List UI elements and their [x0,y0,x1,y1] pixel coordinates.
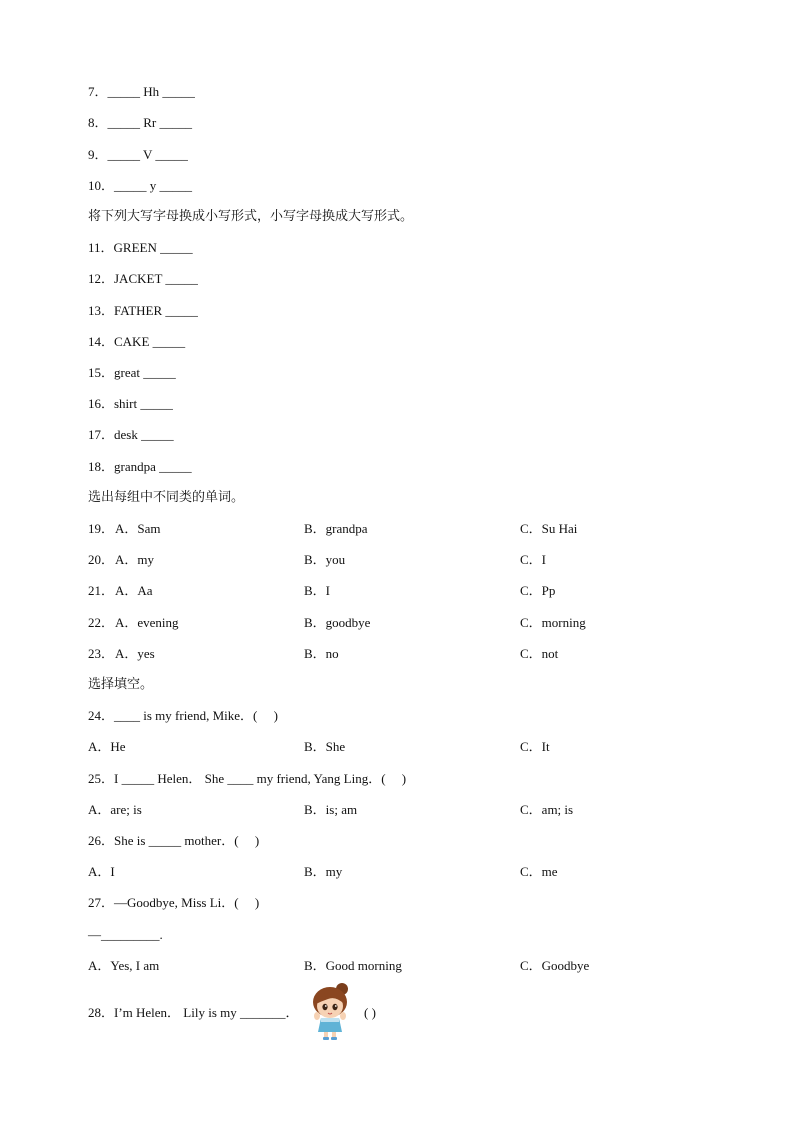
section-heading-case: 将下列大写字母换成小写形式，小写字母换成大写形式。 [88,209,414,224]
question-12: 12．JACKET _____ [88,271,198,286]
option-b: B．no [304,646,339,661]
question-11: 11．GREEN _____ [88,240,193,255]
question-14: 14．CAKE _____ [88,334,186,349]
option-c: C．me [520,864,558,879]
question-28-stem: 28．I’m Helen． Lily is my _______． [88,1005,299,1020]
option-b: B．Good morning [304,958,402,973]
option-b: B．goodbye [304,615,371,630]
option-c: C．Su Hai [520,521,578,536]
question-16: 16．shirt _____ [88,396,173,411]
option-a: A．Aa [115,583,153,598]
option-c: C．I [520,552,547,567]
girl-illustration [306,982,356,1040]
question-8: 8．_____ Rr _____ [88,115,193,130]
question-10: 10．_____ y _____ [88,178,193,193]
option-b: B．you [304,552,346,567]
question-22-number: 22． [88,615,115,630]
option-c: C．not [520,646,559,661]
option-c: C．Pp [520,583,556,598]
question-20-number: 20． [88,552,115,567]
question-18: 18．grandpa _____ [88,459,192,474]
option-b: B．I [304,583,331,598]
option-a: A．are; is [88,802,142,817]
question-24-stem: 24．____ is my friend, Mike．( ) [88,708,278,723]
option-c: C．It [520,739,550,754]
question-21-number: 21． [88,583,115,598]
option-c: C．am; is [520,802,574,817]
question-15: 15．great _____ [88,365,176,380]
option-b: B．She [304,739,346,754]
question-7: 7．_____ Hh _____ [88,84,195,99]
option-a: A．my [115,552,155,567]
question-19-number: 19． [88,521,115,536]
question-27-stem: 27．—Goodbye, Miss Li．( ) [88,895,260,910]
answer-paren: ( ) [364,1005,376,1020]
option-c: C．morning [520,615,586,630]
option-b: B．is; am [304,802,358,817]
section-heading-choice: 选择填空。 [88,677,154,692]
section-heading-odd-one-out: 选出每组中不同类的单词。 [88,490,245,505]
option-a: A．Sam [115,521,161,536]
question-25-stem: 25．I _____ Helen． She ____ my friend, Yang Ling．( ) [88,771,407,786]
option-b: B．my [304,864,343,879]
question-17: 17．desk _____ [88,427,174,442]
option-a: A．He [88,739,126,754]
option-c: C．Goodbye [520,958,590,973]
question-27-reply: —_________. [88,927,163,942]
option-b: B．grandpa [304,521,368,536]
question-23-number: 23． [88,646,115,661]
question-9: 9．_____ V _____ [88,147,188,162]
option-a: A．evening [115,615,179,630]
question-13: 13．FATHER _____ [88,303,198,318]
option-a: A．yes [115,646,155,661]
option-a: A．I [88,864,115,879]
question-26-stem: 26．She is _____ mother．( ) [88,833,260,848]
option-a: A．Yes, I am [88,958,160,973]
